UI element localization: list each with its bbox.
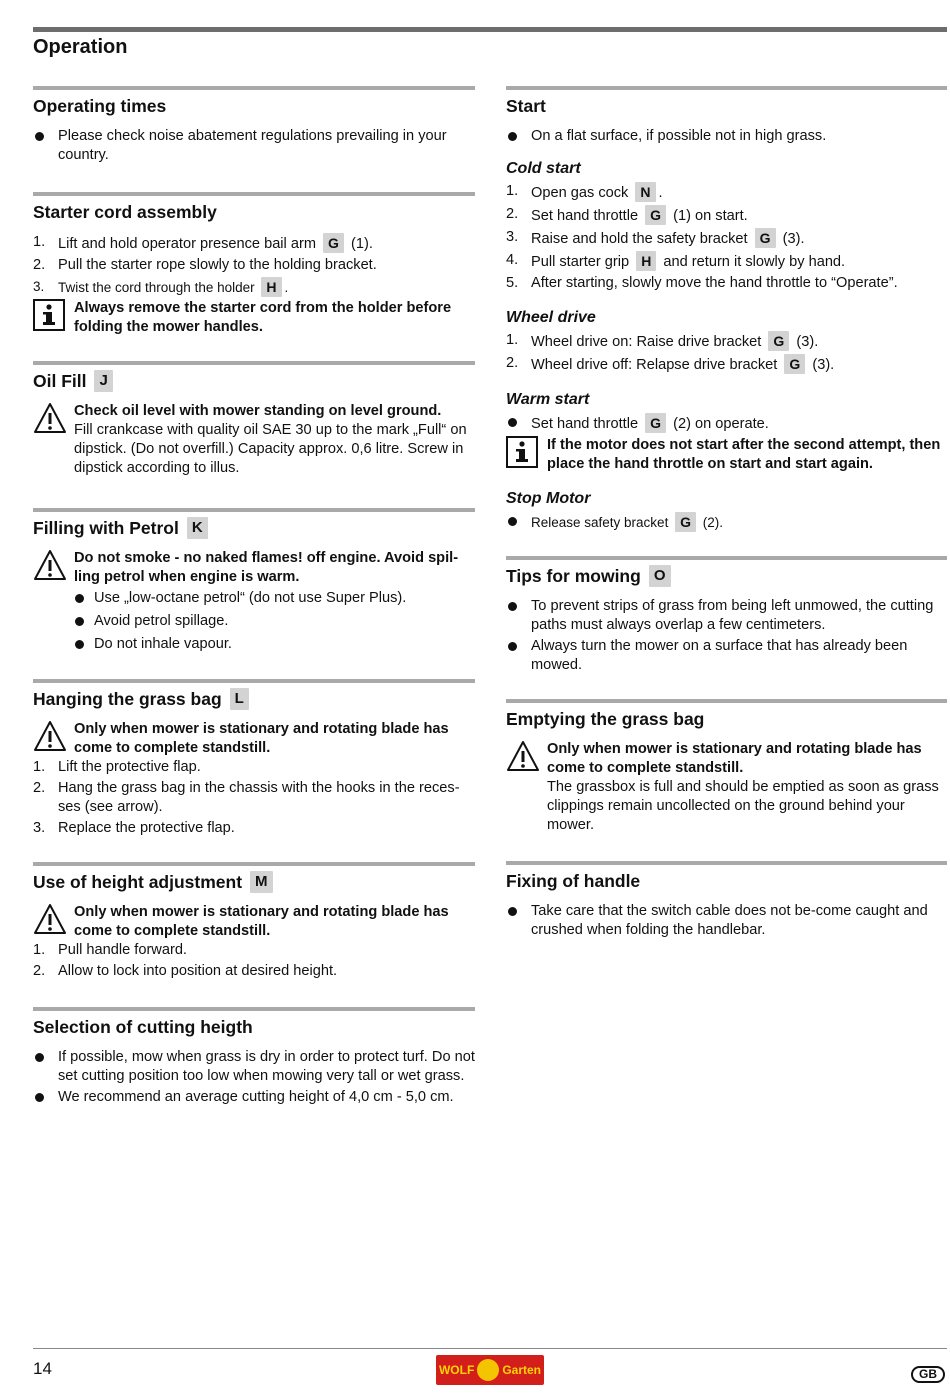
- section-title: Fixing of handle: [506, 871, 641, 891]
- section-grass-bag: [33, 679, 475, 838]
- bullet-icon: [75, 640, 84, 649]
- warning-note: Do not smoke - no naked flames! off engine. Avoid spil-ling petrol when engine is warm. Use „low-octane petrol“ (do not use Super Plus). Avoid petrol spillage. Do not inhale vapour.: [33, 549, 475, 654]
- figure-ref-badge: H: [261, 277, 281, 297]
- list-item: 4. Pull starter grip H and return it slowly by hand.: [506, 252, 846, 270]
- bullet-icon: [508, 132, 517, 141]
- bullet-icon: [508, 517, 517, 526]
- section-title: Hanging the grass bag L: [33, 687, 475, 711]
- warning-icon: [33, 720, 67, 758]
- bullet-icon: [75, 617, 84, 626]
- subsection-title: Wheel drive: [506, 309, 596, 326]
- list-item: 3. Replace the protective flap.: [33, 820, 235, 836]
- warning-icon: [33, 903, 67, 941]
- warning-note: Only when mower is stationary and rotating blade has come to complete standstill. The grassbox is full and should be emptied as soon as grass clippings remain uncollected on the ground behind your mower.: [506, 740, 947, 835]
- section-title: Starter cord assembly: [33, 202, 217, 222]
- bullet-icon: [508, 418, 517, 427]
- section-petrol: [33, 508, 475, 654]
- figure-ref-badge: H: [636, 251, 656, 271]
- section-title: Emptying the grass bag: [506, 709, 705, 729]
- list-item: 3. Twist the cord through the holder H .: [33, 279, 289, 295]
- list-item: On a flat surface, if possible not in high grass.: [506, 127, 947, 146]
- list-item: Do not inhale vapour.: [74, 635, 475, 654]
- footer-rule: [33, 1348, 947, 1349]
- bullet-icon: [35, 132, 44, 141]
- section-cutting-height: [33, 1007, 475, 1107]
- section-emptying: [506, 699, 947, 835]
- bullet-icon: [75, 594, 84, 603]
- top-rule: [33, 27, 947, 32]
- list-item: 5. After starting, slowly move the hand throttle to “Operate”.: [506, 275, 898, 291]
- section-title: Start: [506, 96, 546, 116]
- list-item: 3. Raise and hold the safety bracket G (3).: [506, 229, 805, 247]
- brand-logo: WOLF Garten: [436, 1355, 544, 1385]
- section-title: Tips for mowing O: [506, 564, 947, 588]
- figure-ref-badge: G: [645, 413, 666, 433]
- figure-ref-badge: G: [755, 228, 776, 248]
- figure-ref-badge: G: [323, 233, 344, 253]
- section-title: Oil Fill J: [33, 369, 475, 393]
- section-title: Operating times: [33, 96, 167, 116]
- figure-ref-badge: G: [768, 331, 789, 351]
- section-title: Use of height adjustment M: [33, 870, 475, 894]
- info-note: Always remove the starter cord from the holder before folding the mower handles.: [33, 299, 475, 337]
- section-tips: [506, 556, 947, 675]
- list-item: Always turn the mower on a surface that has already been mowed.: [506, 637, 947, 675]
- figure-ref-badge: G: [675, 512, 696, 532]
- figure-ref-badge: G: [784, 354, 805, 374]
- list-item: Please check noise abatement regulations prevailing in your country.: [33, 127, 475, 165]
- info-icon: [506, 436, 538, 474]
- list-item: 2. Hang the grass bag in the chassis with the hooks in the reces-ses (see arrow).: [33, 780, 460, 815]
- bullet-icon: [508, 907, 517, 916]
- list-item: 2. Pull the starter rope slowly to the holding bracket.: [33, 257, 377, 273]
- list-item: Set hand throttle G (2) on operate.: [506, 413, 947, 434]
- list-item: Avoid petrol spillage.: [74, 612, 475, 631]
- page-number: 14: [33, 1359, 52, 1378]
- figure-ref-badge: J: [94, 370, 112, 392]
- list-item: 1. Pull handle forward.: [33, 942, 187, 958]
- bullet-icon: [35, 1093, 44, 1102]
- section-title: Selection of cutting heigth: [33, 1017, 253, 1037]
- subsection-title: Warm start: [506, 391, 590, 408]
- list-item: Release safety bracket G (2).: [506, 512, 947, 532]
- figure-ref-badge: M: [250, 871, 273, 893]
- list-item: Take care that the switch cable does not be-come caught and crushed when folding the handlebar.: [506, 902, 947, 940]
- list-item: We recommend an average cutting height of 4,0 cm - 5,0 cm.: [33, 1088, 475, 1107]
- section-start: [506, 86, 947, 532]
- warning-note: Only when mower is stationary and rotating blade has come to complete standstill.: [33, 903, 475, 941]
- section-operating-times: [33, 86, 475, 165]
- warning-icon: [33, 402, 67, 440]
- warning-icon: [506, 740, 540, 778]
- bullet-icon: [508, 602, 517, 611]
- warning-note: Check oil level with mower standing on level ground. Fill crankcase with quality oil SAE 30 up to the mark „Full“ on dipstick. (Do not overfill.) Capacity approx. 0,6 litre. Screw in dipstick according to illus.: [33, 402, 475, 478]
- info-icon: [33, 299, 65, 337]
- section-oil-fill: [33, 361, 475, 478]
- subsection-title: Cold start: [506, 160, 581, 177]
- figure-ref-badge: L: [230, 688, 249, 710]
- page-title: Operation: [33, 36, 128, 58]
- list-item: If possible, mow when grass is dry in order to protect turf. Do not set cutting position too low when mowing very tall or wet grass.: [33, 1048, 475, 1086]
- list-item: 1. Lift the protective flap.: [33, 759, 201, 775]
- figure-ref-badge: N: [635, 182, 655, 202]
- info-note: If the motor does not start after the second attempt, then place the hand throttle on start and start again.: [506, 436, 947, 474]
- figure-ref-badge: O: [649, 565, 671, 587]
- country-badge: GB: [911, 1366, 945, 1383]
- wolf-head-icon: [477, 1359, 499, 1381]
- list-item: 2. Wheel drive off: Relapse drive bracket G (3).: [506, 355, 835, 373]
- figure-ref-badge: G: [645, 205, 666, 225]
- section-title: Filling with Petrol K: [33, 516, 475, 540]
- list-item: 2. Allow to lock into position at desired height.: [33, 963, 338, 979]
- list-item: 1. Open gas cock N .: [506, 183, 663, 201]
- warning-icon: [33, 549, 67, 587]
- section-height-adjustment: [33, 862, 475, 981]
- warning-note: Only when mower is stationary and rotating blade has come to complete standstill.: [33, 720, 475, 758]
- bullet-icon: [508, 642, 517, 651]
- list-item: Use „low-octane petrol“ (do not use Super Plus).: [74, 589, 475, 608]
- list-item: 2. Set hand throttle G (1) on start.: [506, 206, 748, 224]
- list-item: To prevent strips of grass from being left unmowed, the cutting paths must always overlap a few centimeters.: [506, 597, 947, 635]
- right-column: [506, 86, 947, 942]
- bullet-icon: [35, 1053, 44, 1062]
- figure-ref-badge: K: [187, 517, 208, 539]
- list-item: 1. Wheel drive on: Raise drive bracket G (3).: [506, 332, 819, 350]
- subsection-title: Stop Motor: [506, 490, 591, 507]
- left-column: [33, 86, 475, 1109]
- section-starter-cord: [33, 192, 475, 337]
- list-item: 1. Lift and hold operator presence bail arm G (1).: [33, 234, 373, 252]
- section-handle: [506, 861, 947, 940]
